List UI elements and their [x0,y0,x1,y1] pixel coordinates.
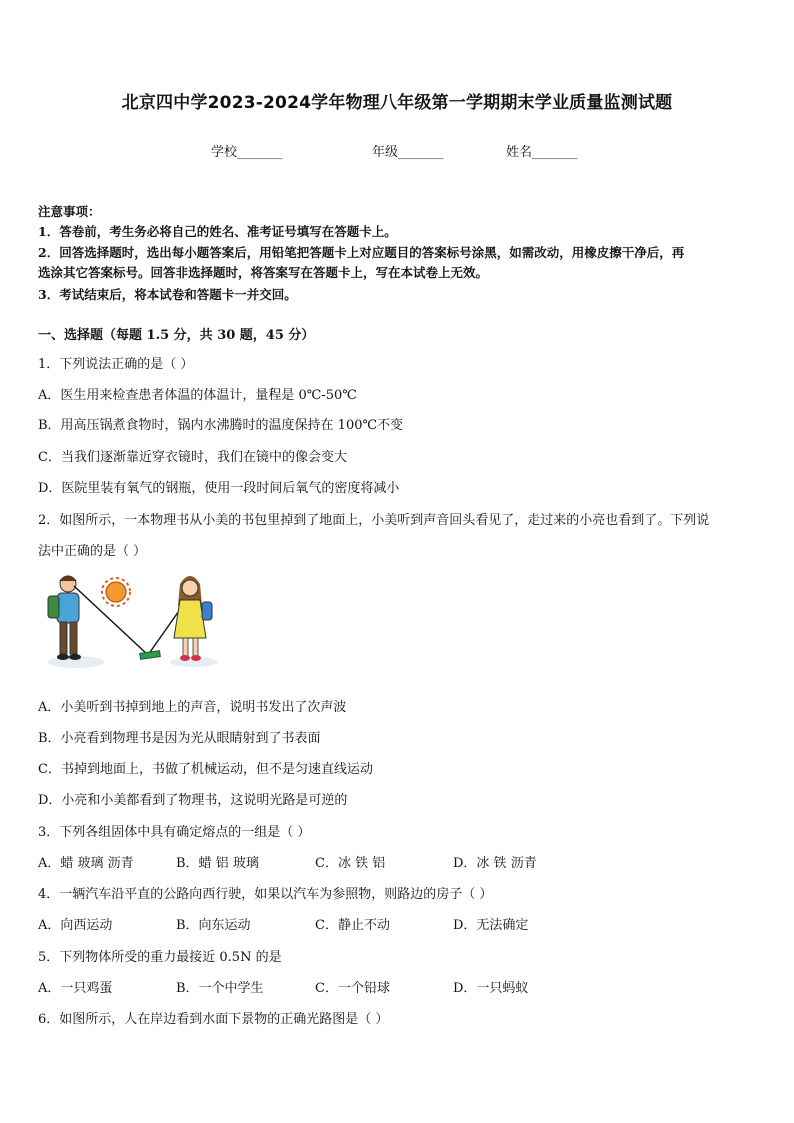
q2-stem-line1: 2．如图所示，一本物理书从小美的书包里掉到了地面上，小美听到声音回头看见了，走过来的小亮也看到了。下列说 [38,513,710,528]
q1-option-b: B．用高压锅煮食物时，锅内水沸腾时的温度保持在 100℃不变 [38,418,404,433]
q3-option-c: C．冰 铁 铝 [315,856,386,871]
q2-option-a: A．小美听到书掉到地上的声音，说明书发出了次声波 [38,700,347,715]
name-field: 姓名_______ [506,145,578,160]
section-heading: 一、选择题（每题 1.5 分，共 30 题，45 分） [38,328,315,343]
q5-option-c: C．一个铅球 [315,981,390,996]
q2-stem-line2: 法中正确的是（ ） [38,544,147,559]
q2-option-c: C．书掉到地面上，书做了机械运动，但不是匀速直线运动 [38,762,373,777]
q5-option-b: B．一个中学生 [176,981,264,996]
q2-option-b: B．小亮看到物理书是因为光从眼睛射到了书表面 [38,731,321,746]
q4-option-c: C．静止不动 [315,918,390,933]
q3-option-b: B．蜡 铝 玻璃 [176,856,259,871]
page-title: 北京四中学2023-2024学年物理八年级第一学期期末学业质量监测试题 [121,93,673,113]
q1-option-d: D．医院里装有氧气的钢瓶，使用一段时间后氧气的密度将减小 [38,481,400,496]
grade-field: 年级_______ [372,145,444,160]
q4-stem: 4．一辆汽车沿平直的公路向西行驶，如果以汽车为参照物，则路边的房子（ ） [38,887,493,902]
q1-option-a: A．医生用来检查患者体温的体温计，量程是 0℃-50℃ [38,388,357,403]
q6-stem: 6．如图所示，人在岸边看到水面下景物的正确光路图是（ ） [38,1012,389,1027]
notice-item-1: 1．答卷前，考生务必将自己的姓名、准考证号填写在答题卡上。 [38,224,397,239]
q5-option-a: A．一只鸡蛋 [38,981,113,996]
q3-stem: 3．下列各组固体中具有确定熔点的一组是（ ） [38,825,311,840]
q1-stem: 1．下列说法正确的是（ ） [38,357,194,372]
sun-icon [102,578,130,606]
q2-option-d: D．小亮和小美都看到了物理书，这说明光路是可逆的 [38,793,348,808]
q4-option-b: B．向东运动 [176,918,251,933]
q4-option-d: D．无法确定 [453,918,529,933]
book-icon [140,651,161,660]
girl-figure [174,576,212,661]
q5-option-d: D．一只蚂蚁 [453,981,529,996]
q4-option-a: A．向西运动 [38,918,113,933]
notice-item-3: 3．考试结束后，将本试卷和答题卡一并交回。 [38,287,297,302]
notice-heading: 注意事项： [38,204,101,219]
notice-item-2-cont: 选涂其它答案标号。回答非选择题时，将答案写在答题卡上，写在本试卷上无效。 [38,265,489,280]
q1-option-c: C．当我们逐渐靠近穿衣镜时，我们在镜中的像会变大 [38,450,347,465]
q5-stem: 5．下列物体所受的重力最接近 0.5N 的是 [38,950,282,965]
q3-option-d: D．冰 铁 沥青 [453,856,537,871]
q3-option-a: A．蜡 玻璃 沥青 [38,856,134,871]
notice-item-2: 2．回答选择题时，选出每小题答案后，用铅笔把答题卡上对应题目的答案标号涂黑，如需改动，用橡皮擦干净后，再 [38,245,685,260]
q2-illustration [44,572,224,672]
school-field: 学校_______ [211,145,283,160]
